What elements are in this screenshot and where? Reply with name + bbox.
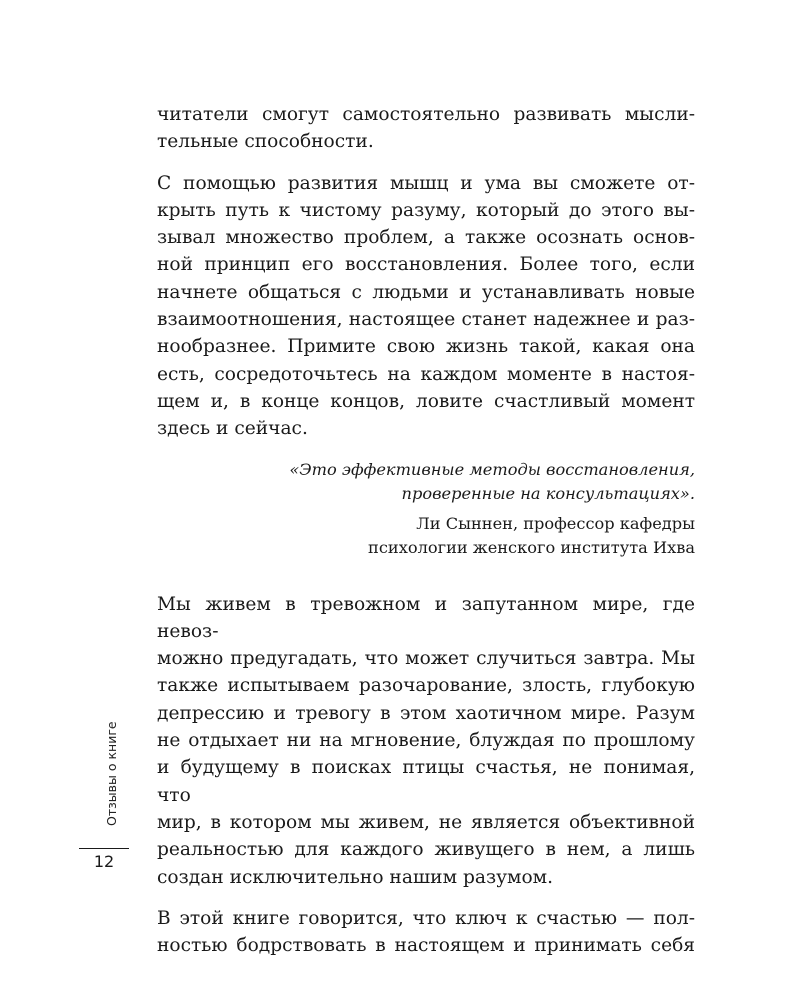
- text-line: нообразнее. Примите свою жизнь такой, какая она: [157, 336, 695, 358]
- text-line: С помощью развития мышц и ума вы сможете от-: [157, 172, 695, 194]
- text-line: щем и, в конце концов, ловите счастливый момент: [157, 390, 695, 412]
- text-line: здесь и сейчас.: [157, 418, 308, 440]
- text-line: депрессию и тревогу в этом хаотичном мире. Разум: [157, 702, 695, 724]
- text-line: мир, в котором мы живем, не является объективной: [157, 811, 695, 833]
- text-line: тельные способности.: [157, 131, 374, 153]
- quote-line: «Это эффективные методы восстановления,: [289, 459, 695, 479]
- text-line: крыть путь к чистому разуму, который до этого вы-: [157, 199, 695, 221]
- text-line: также испытываем разочарование, злость, глубокую: [157, 675, 695, 697]
- text-line: Мы живем в тревожном и запутанном мире, где невоз-: [157, 593, 695, 642]
- paragraph-continued: [157, 101, 695, 156]
- attribution-line: Ли Сыннен, профессор кафедры: [416, 513, 695, 533]
- paragraph-happiness-key: [157, 905, 695, 960]
- text-line: ностью бодрствовать в настоящем и принимать себя: [157, 935, 695, 957]
- text-line: В этой книге говорится, что ключ к счастью — пол-: [157, 907, 695, 929]
- text-line: начнете общаться с людьми и устанавливать новые: [157, 281, 695, 303]
- quote-line: проверенные на консультациях».: [401, 484, 695, 504]
- text-line: взаимоотношения, настоящее станет надежнее и раз-: [157, 309, 695, 331]
- text-line: зывал множество проблем, а также осознать основ-: [157, 227, 695, 249]
- folio-divider: [79, 848, 129, 849]
- quote-attribution: [157, 512, 695, 561]
- review-quote: [157, 458, 695, 561]
- text-line: реальностью для каждого живущего в нем, а лишь: [157, 839, 695, 861]
- paragraph-mind-path: [157, 170, 695, 443]
- paragraph-anxious-world: [157, 591, 695, 891]
- page-number: 12: [93, 852, 115, 871]
- text-line: ной принцип его восстановления. Более того, если: [157, 254, 695, 276]
- text-line: есть, сосредоточьтесь на каждом моменте в настоя-: [157, 363, 695, 385]
- text-line: можно предугадать, что может случиться завтра. Мы: [157, 648, 695, 670]
- text-column: [157, 101, 695, 959]
- text-line: и будущему в поисках птицы счастья, не понимая, что: [157, 757, 695, 806]
- text-line: создан исключительно нашим разумом.: [157, 866, 554, 888]
- text-line: читатели смогут самостоятельно развивать мысли-: [157, 104, 695, 125]
- text-line: не отдыхает ни на мгновение, блуждая по прошлому: [157, 730, 695, 752]
- running-head: Отзывы о книге: [104, 721, 119, 826]
- attribution-line: психологии женского института Ихва: [368, 538, 695, 558]
